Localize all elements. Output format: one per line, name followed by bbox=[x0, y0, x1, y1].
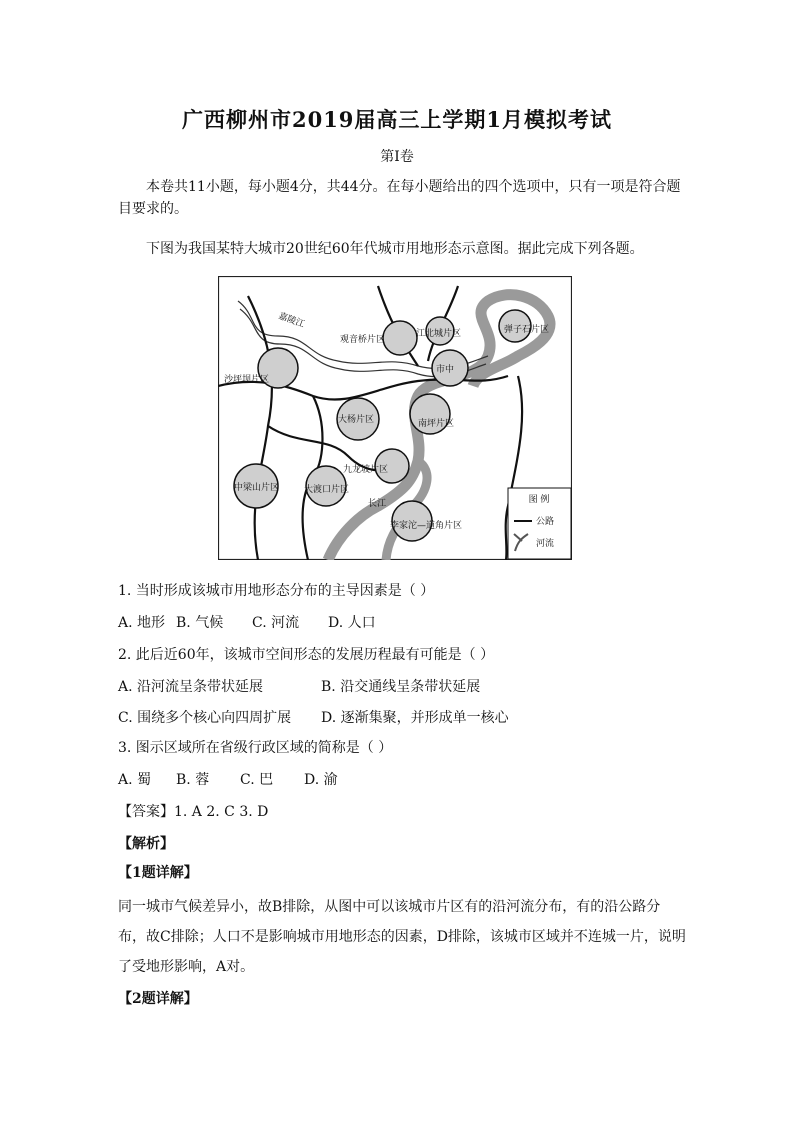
legend-river-label: 河流 bbox=[536, 539, 555, 549]
area-label: 弹子石片区 bbox=[504, 325, 550, 335]
option: C. 河流 bbox=[252, 615, 300, 631]
option: D. 逐渐集聚，并形成单一核心 bbox=[321, 710, 509, 726]
detail-2-heading: 【2题详解】 bbox=[118, 991, 198, 1007]
question-2: 2. 此后近60年，该城市空间形态的发展历程最有可能是（ ） bbox=[118, 647, 495, 663]
option: C. 围绕多个核心向四周扩展 bbox=[118, 710, 292, 726]
option: B. 气候 bbox=[176, 615, 224, 631]
area-label: 大渡口片区 bbox=[304, 485, 350, 495]
question-1-options bbox=[118, 612, 376, 632]
area-label: 九龙坡片区 bbox=[343, 465, 389, 475]
option: A. 沿河流呈条带状延展 bbox=[118, 679, 264, 695]
legend-title: 图 例 bbox=[528, 495, 550, 505]
intro-paragraph: 本卷共11小题，每小题4分，共44分。在每小题给出的四个选项中，只有一项是符合题目要求的。 bbox=[118, 179, 681, 217]
area-label: 观音桥片区 bbox=[340, 335, 386, 345]
area-label: 江北城片区 bbox=[416, 329, 462, 339]
answer-key: 【答案】1. A 2. C 3. D bbox=[118, 804, 269, 820]
area-label: 南坪片区 bbox=[418, 419, 455, 429]
question-2-options-row1 bbox=[118, 676, 480, 696]
city-landuse-map bbox=[218, 276, 572, 560]
area-label: 市中 bbox=[436, 365, 455, 375]
analysis-heading: 【解析】 bbox=[118, 836, 174, 852]
section-heading: 第Ⅰ卷 bbox=[380, 149, 414, 165]
option: C. 巴 bbox=[240, 772, 274, 788]
detail-1-text: 同一城市气候差异小，故B排除，从图中可以该城市片区有的沿河流分布，有的沿公路分布，故C排除；人口不是影响城市用地形态的因素，D排除，该城市区域并不连城一片，说明了受地形影响，A对。 bbox=[118, 899, 686, 975]
question-2-options-row2 bbox=[118, 707, 509, 727]
area-label: 大杨片区 bbox=[338, 415, 375, 425]
option: A. 蜀 bbox=[118, 772, 152, 788]
area-label: 中梁山片区 bbox=[234, 483, 280, 493]
question-3-options bbox=[118, 769, 338, 789]
document-title: 广西柳州市2019届高三上学期1月模拟考试 bbox=[181, 107, 613, 132]
river-label: 嘉陵江 bbox=[276, 311, 306, 331]
legend-road-label: 公路 bbox=[536, 517, 555, 527]
option: B. 沿交通线呈条带状延展 bbox=[321, 679, 481, 695]
option: B. 蓉 bbox=[176, 772, 210, 788]
option: D. 人口 bbox=[328, 615, 376, 631]
option: D. 渝 bbox=[304, 772, 338, 788]
river-label: 长江 bbox=[368, 499, 387, 509]
area-label: 沙坪坝片区 bbox=[224, 375, 270, 385]
detail-1-heading: 【1题详解】 bbox=[118, 865, 198, 881]
lead-paragraph: 下图为我国某特大城市20世纪60年代城市用地形态示意图。据此完成下列各题。 bbox=[146, 241, 644, 257]
option: A. 地形 bbox=[118, 615, 166, 631]
area-label: 李家沱—道角片区 bbox=[390, 521, 463, 531]
question-3: 3. 图示区域所在省级行政区域的简称是（ ） bbox=[118, 740, 393, 756]
question-1: 1. 当时形成该城市用地形态分布的主导因素是（ ） bbox=[118, 583, 435, 599]
